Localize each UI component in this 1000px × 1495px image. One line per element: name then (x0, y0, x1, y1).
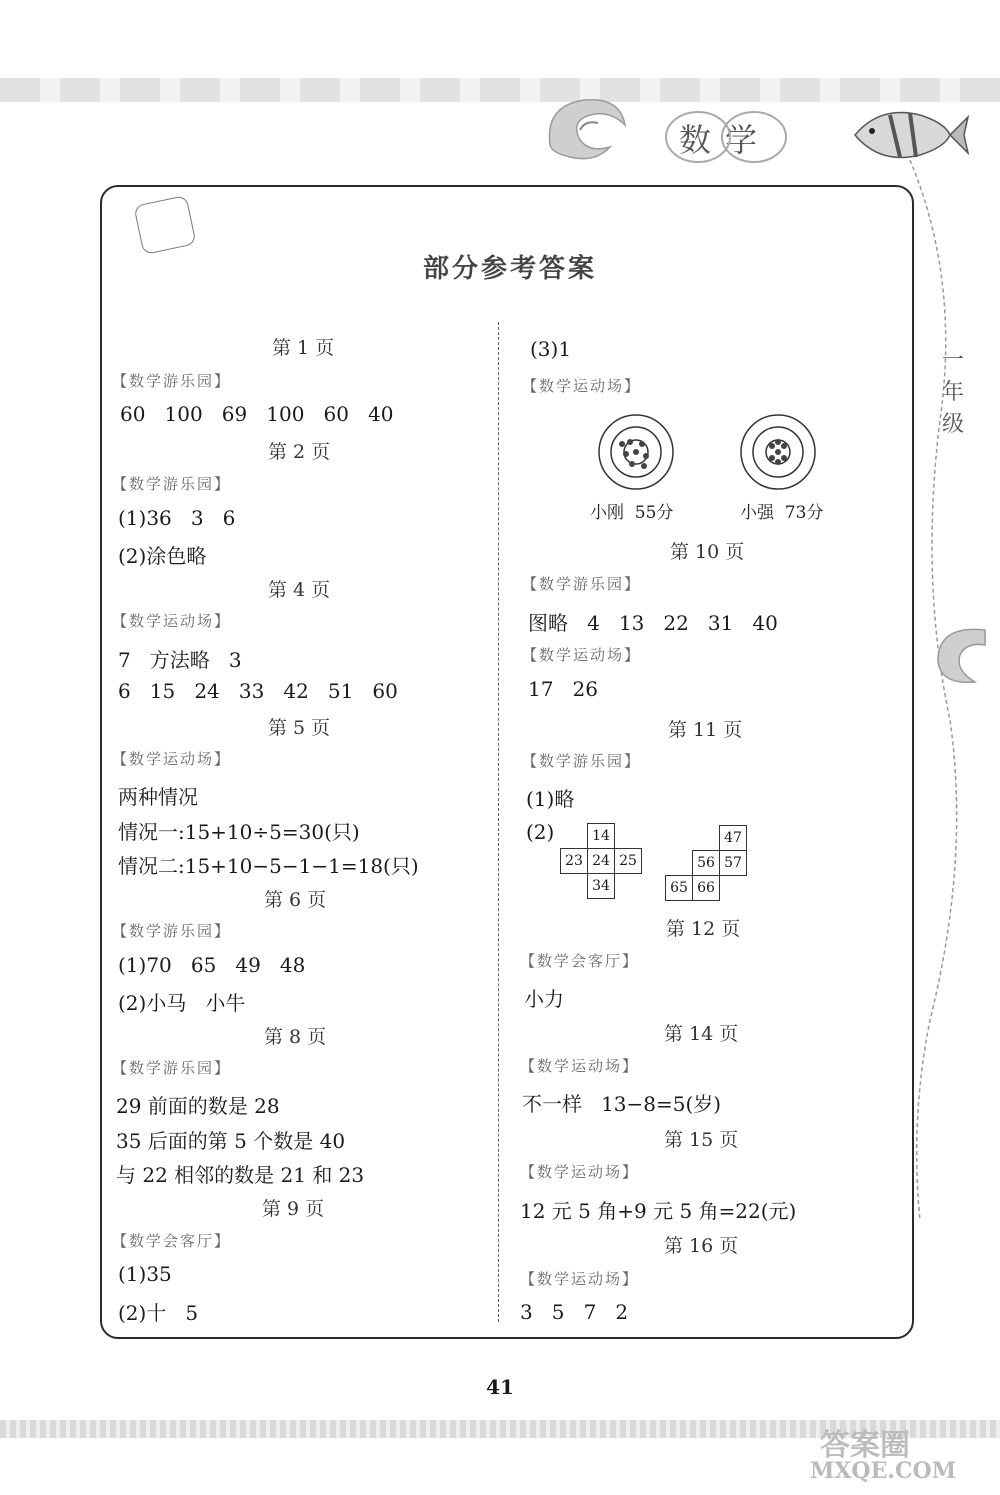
page-header-p1: 第 1 页 (272, 337, 335, 359)
answer-line: 与 22 相邻的数是 21 和 23 (116, 1163, 365, 1187)
section-label: 【数学运动场】 (112, 612, 232, 630)
grid-cell: 66 (693, 876, 720, 901)
answer-line: 情况一:15+10÷5=30(只) (118, 820, 360, 844)
page-title: 部分参考答案 (422, 254, 597, 284)
section-label: 【数学运动场】 (520, 1057, 640, 1075)
answer-line: 7 方法略 3 (118, 648, 242, 672)
section-label: 【数学游乐园】 (522, 575, 642, 593)
target-xiaoqiang-icon (738, 412, 818, 492)
answer-line: 3 5 7 2 (520, 1300, 629, 1324)
page-header-p9: 第 9 页 (262, 1198, 325, 1220)
page-header-p14: 第 14 页 (664, 1023, 739, 1045)
subject-title: 数学 (678, 121, 771, 159)
answer-line: (1)35 (118, 1262, 172, 1286)
answer-line: 小力 (524, 987, 564, 1011)
page-header-p11: 第 11 页 (668, 719, 743, 741)
grid-cell: 25 (615, 849, 642, 874)
section-label: 【数学会客厅】 (520, 952, 640, 970)
grid-cell: 34 (588, 874, 615, 899)
answer-line: 不一样 13−8=5(岁) (522, 1092, 722, 1116)
answer-line: 图略 4 13 22 31 40 (528, 611, 778, 635)
target-label-xiaoqiang: 小强 73分 (740, 503, 824, 523)
answer-line: 17 26 (528, 677, 598, 701)
number-grid-cross (560, 823, 642, 899)
grid-cell: 23 (561, 849, 588, 874)
answer-line: (1)70 65 49 48 (118, 953, 306, 977)
target-xiaogang-icon (596, 412, 676, 492)
watermark-site: MXQE.COM (810, 1458, 957, 1484)
number-grid-step (665, 825, 747, 901)
section-label: 【数学运动场】 (520, 1270, 640, 1288)
section-label: 【数学游乐园】 (112, 475, 232, 493)
section-label: 【数学游乐园】 (112, 372, 232, 390)
section-label: 【数学游乐园】 (112, 922, 232, 940)
section-label: 【数学会客厅】 (112, 1232, 232, 1250)
page-header-p5: 第 5 页 (268, 717, 331, 739)
answer-line: 29 前面的数是 28 (116, 1094, 280, 1118)
page-number: 41 (486, 1375, 514, 1399)
page-header-p4: 第 4 页 (268, 579, 331, 601)
grid-cell: 24 (588, 849, 615, 874)
answer-line: 60 100 69 100 60 40 (120, 402, 394, 426)
answer-line: (3)1 (530, 337, 572, 361)
column-divider (498, 322, 499, 1322)
section-label: 【数学游乐园】 (112, 1059, 232, 1077)
answer-line: (2)小马 小牛 (118, 991, 246, 1015)
section-label: 【数学运动场】 (522, 377, 642, 395)
page-header-p6: 第 6 页 (264, 889, 327, 911)
answer-line: 6 15 24 33 42 51 60 (118, 679, 398, 703)
page-header-p15: 第 15 页 (664, 1129, 739, 1151)
section-label: 【数学游乐园】 (522, 752, 642, 770)
grade-label: 一 年 级 (941, 348, 964, 437)
section-label: 【数学运动场】 (112, 750, 232, 768)
page-header-p12: 第 12 页 (666, 918, 741, 940)
section-label: 【数学运动场】 (522, 646, 642, 664)
answer-line: (2)涂色略 (118, 544, 207, 568)
page-header-p8: 第 8 页 (264, 1026, 327, 1048)
page-header-p10: 第 10 页 (670, 541, 745, 563)
grid-cell: 47 (720, 826, 747, 851)
answer-line: (1)36 3 6 (118, 506, 236, 530)
answer-line: (1)略 (526, 787, 575, 811)
answer-line: (2)十 5 (118, 1301, 199, 1325)
answer-line: 情况二:15+10−5−1−1=18(只) (118, 854, 419, 878)
answer-line: 35 后面的第 5 个数是 40 (116, 1129, 346, 1153)
answer-line: 两种情况 (118, 785, 198, 809)
answer-line: (2) (526, 820, 555, 844)
wave-decoration-icon (540, 85, 630, 165)
answer-line: 12 元 5 角+9 元 5 角=22(元) (520, 1199, 797, 1223)
grid-cell: 56 (693, 851, 720, 876)
section-label: 【数学运动场】 (520, 1163, 640, 1181)
grid-cell: 14 (588, 824, 615, 849)
side-wave-decoration-icon (930, 620, 990, 690)
target-label-xiaogang: 小刚 55分 (590, 503, 674, 523)
grid-cell: 57 (720, 851, 747, 876)
page-header-p16: 第 16 页 (664, 1235, 739, 1257)
watermark-logo: 答案圈 (820, 1428, 910, 1463)
grid-cell: 65 (666, 876, 693, 901)
page-header-p2: 第 2 页 (268, 441, 331, 463)
subject-badge-bg (658, 108, 793, 166)
